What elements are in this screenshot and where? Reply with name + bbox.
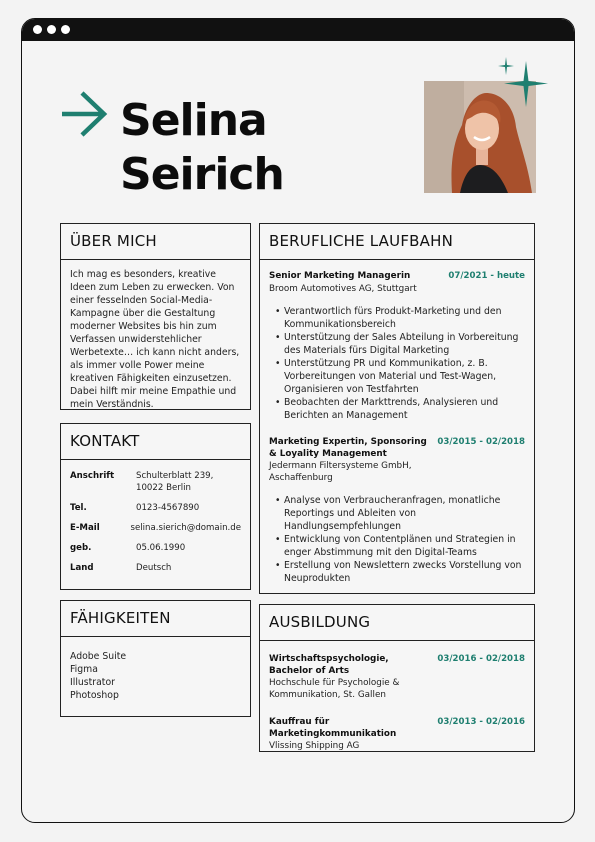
skills-list <box>61 637 250 710</box>
education-date: 03/2016 - 02/2018 <box>437 654 525 664</box>
sparkle-icon <box>492 55 552 115</box>
job-date: 07/2021 - heute <box>448 271 525 281</box>
career-section <box>259 223 535 594</box>
about-title: ÜBER MICH <box>61 224 250 260</box>
skill-item: Illustrator <box>70 677 115 688</box>
job-company: Jedermann Filtersysteme GmbH, Aschaffenburg <box>269 461 412 483</box>
contact-row-address <box>70 470 241 494</box>
contact-title: KONTAKT <box>61 424 250 460</box>
contact-value: 05.06.1990 <box>136 543 186 553</box>
contact-row-email <box>70 522 241 534</box>
contact-value: Schulterblatt 239, 10022 Berlin <box>136 471 214 493</box>
job-title: Marketing Expertin, Sponsoring & Loyality Management <box>269 437 427 459</box>
window-dot-icon[interactable] <box>61 25 70 34</box>
contact-value: Deutsch <box>136 563 172 573</box>
contact-value: selina.sierich@domain.de <box>130 523 241 533</box>
job-title: Senior Marketing Managerin <box>269 271 411 281</box>
contact-key: geb. <box>70 543 92 553</box>
skill-item: Photoshop <box>70 690 119 701</box>
education-institution: Hochschule für Psychologie & Kommunikation, St. Gallen <box>269 678 400 700</box>
contact-key: E-Mail <box>70 523 100 533</box>
contact-key: Land <box>70 563 94 573</box>
education-title: AUSBILDUNG <box>260 605 534 641</box>
education-title-text: Kauffrau für Marketingkommunikation <box>269 717 397 739</box>
job-bullets <box>275 305 525 422</box>
job-date: 03/2015 - 02/2018 <box>437 437 525 447</box>
last-name: Seirich <box>120 149 284 200</box>
contact-list <box>61 460 250 590</box>
window-titlebar <box>22 19 574 41</box>
education-date: 03/2013 - 02/2016 <box>437 717 525 727</box>
contact-row-phone <box>70 502 241 514</box>
education-section <box>259 604 535 752</box>
job-entry <box>269 436 525 585</box>
career-list <box>260 260 534 607</box>
window-dot-icon[interactable] <box>33 25 42 34</box>
education-entry <box>269 716 525 752</box>
education-list <box>260 641 534 760</box>
job-bullet: • Unterstützung der Sales Abteilung in Vorbereitung des Materials fürs Digital Marketing <box>275 331 525 357</box>
job-bullet: • Beobachten der Markttrends, Analysieren und Berichten an Management <box>275 396 525 422</box>
window-dot-icon[interactable] <box>47 25 56 34</box>
contact-value: 0123-4567890 <box>136 503 200 513</box>
job-bullet: • Analyse von Verbraucheranfragen, monatliche Reportings und Ableiten von Handlungsempfehlungen <box>275 494 525 533</box>
job-bullets <box>275 494 525 585</box>
first-name: Selina <box>120 95 267 146</box>
job-bullet: • Erstellung von Newslettern zwecks Vorstellung von Neuprodukten <box>275 559 525 585</box>
education-institution: Vlissing Shipping AG <box>269 741 360 751</box>
contact-row-country <box>70 562 241 574</box>
about-section <box>60 223 251 410</box>
contact-section <box>60 423 251 590</box>
about-text: Ich mag es besonders, kreative Ideen zum Leben zu erwecken. Von einer fesselnden Social-Media-Kampagne über die Gestaltung moderner Websites bis hin zum Verfassen unwiderstehlicher Werbetexte… ich kann nicht anders, als immer volle Power meine kreativen Fähigkeiten einzusetzen. Dabei hilft mir meine Empathie und mein Verständnis. <box>70 269 240 410</box>
skills-section <box>60 600 251 717</box>
job-bullet: • Entwicklung von Contentplänen und Strategien in enger Abstimmung mit den Digital-Teams <box>275 533 525 559</box>
contact-key: Anschrift <box>70 471 115 481</box>
job-company: Broom Automotives AG, Stuttgart <box>269 284 417 294</box>
contact-key: Tel. <box>70 503 87 513</box>
skills-title: FÄHIGKEITEN <box>61 601 250 637</box>
skill-item: Adobe Suite <box>70 651 127 662</box>
job-bullet: • Unterstützung PR und Kommunikation, z. B. Vorbereitungen von Material und Test-Wagen, Organisieren von Testfahrten <box>275 357 525 396</box>
career-title: BERUFLICHE LAUFBAHN <box>260 224 534 260</box>
job-bullet: • Verantwortlich fürs Produkt-Marketing und den Kommunikationsbereich <box>275 305 525 331</box>
education-entry <box>269 653 525 701</box>
job-entry <box>269 270 525 422</box>
contact-row-birthdate <box>70 542 241 554</box>
arrow-right-icon <box>60 89 110 139</box>
document-window <box>21 18 575 823</box>
skill-item: Figma <box>70 664 98 675</box>
education-title-text: Wirtschaftspsychologie, Bachelor of Arts <box>269 654 389 676</box>
